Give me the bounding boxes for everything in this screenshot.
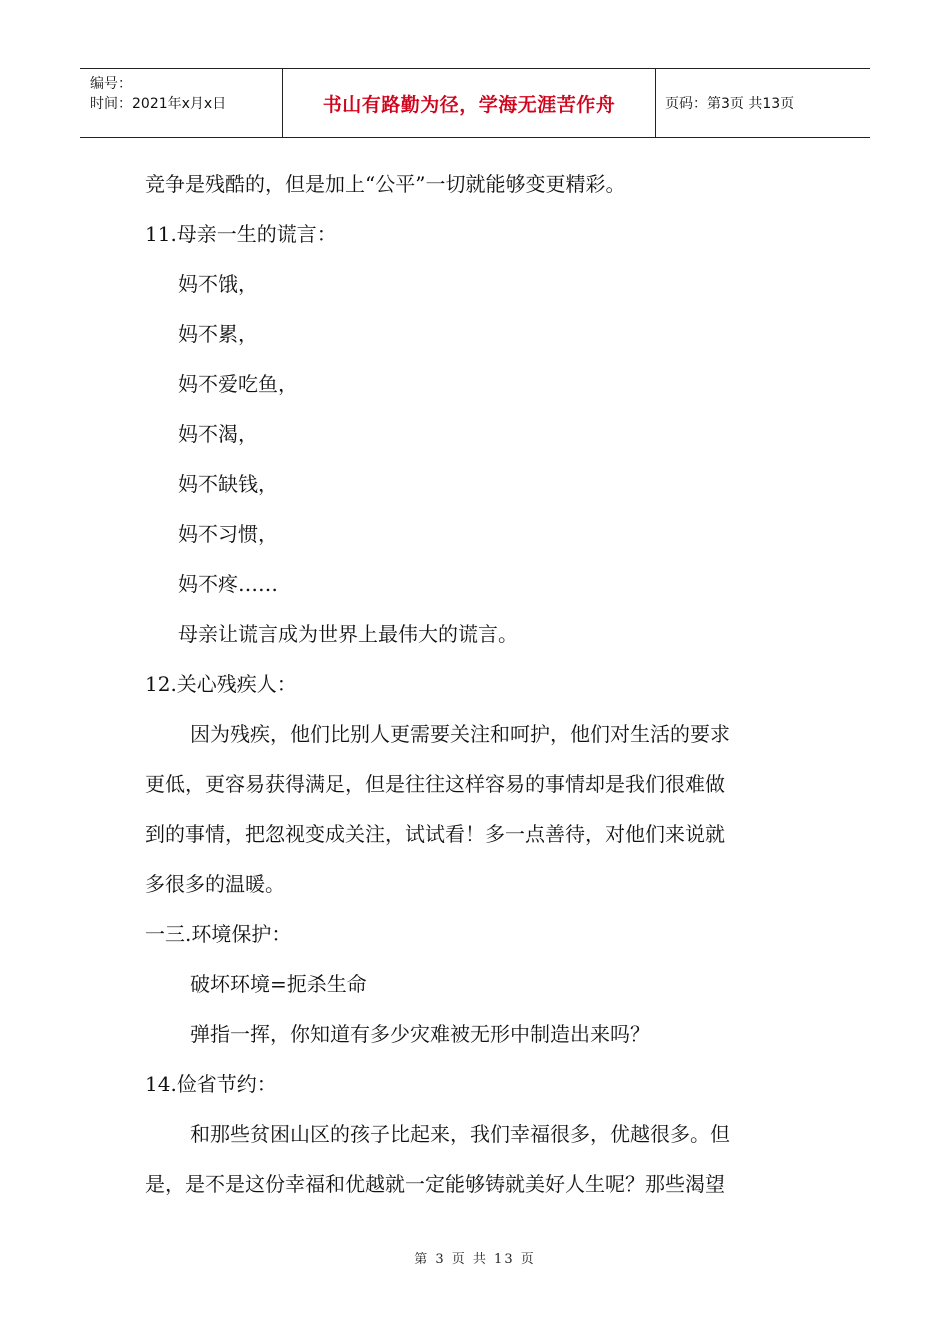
body-line: 因为残疾，他们比别人更需要关注和呵护，他们对生活的要求 xyxy=(190,722,730,746)
section-heading: 14.俭省节约： xyxy=(145,1072,277,1096)
header-left-cell xyxy=(80,69,282,137)
section-heading: 一三.环境保护： xyxy=(145,922,292,946)
section-heading: 11.母亲一生的谎言： xyxy=(145,222,337,246)
body-line: 妈不饿， xyxy=(178,272,258,296)
body-line: 妈不渴， xyxy=(178,422,258,446)
header-middle-cell xyxy=(282,69,656,137)
body-line: 和那些贫困山区的孩子比起来，我们幸福很多，优越很多。但 xyxy=(190,1122,730,1146)
header-right-cell xyxy=(655,69,870,137)
body-line: 弹指一挥，你知道有多少灾难被无形中制造出来吗？ xyxy=(190,1022,650,1046)
body-line: 妈不习惯， xyxy=(178,522,278,546)
header-page-info: 页码：第3页 共13页 xyxy=(665,96,795,112)
body-line: 妈不累， xyxy=(178,322,258,346)
document-date: 时间：2021年x月x日 xyxy=(90,96,227,112)
body-line: 多很多的温暖。 xyxy=(145,872,285,896)
section-heading: 12.关心残疾人： xyxy=(145,672,297,696)
body-line: 妈不疼…… xyxy=(178,572,278,596)
body-line: 妈不爱吃鱼， xyxy=(178,372,298,396)
body-line: 到的事情，把忽视变成关注，试试看！多一点善待，对他们来说就 xyxy=(145,822,725,846)
header-motto: 书山有路勤为径，学海无涯苦作舟 xyxy=(322,93,616,116)
page-footer: 第 3 页 共 13 页 xyxy=(414,1252,536,1267)
body-line: 竞争是残酷的，但是加上“公平”一切就能够变更精彩。 xyxy=(145,172,626,196)
body-line: 妈不缺钱， xyxy=(178,472,278,496)
document-header xyxy=(80,68,870,138)
document-number-label: 编号： xyxy=(90,76,132,92)
body-line: 是，是不是这份幸福和优越就一定能够铸就美好人生呢？那些渴望 xyxy=(145,1172,725,1196)
body-line: 母亲让谎言成为世界上最伟大的谎言。 xyxy=(178,622,518,646)
body-line: 更低，更容易获得满足，但是往往这样容易的事情却是我们很难做 xyxy=(145,772,725,796)
body-line: 破坏环境=扼杀生命 xyxy=(190,972,367,996)
